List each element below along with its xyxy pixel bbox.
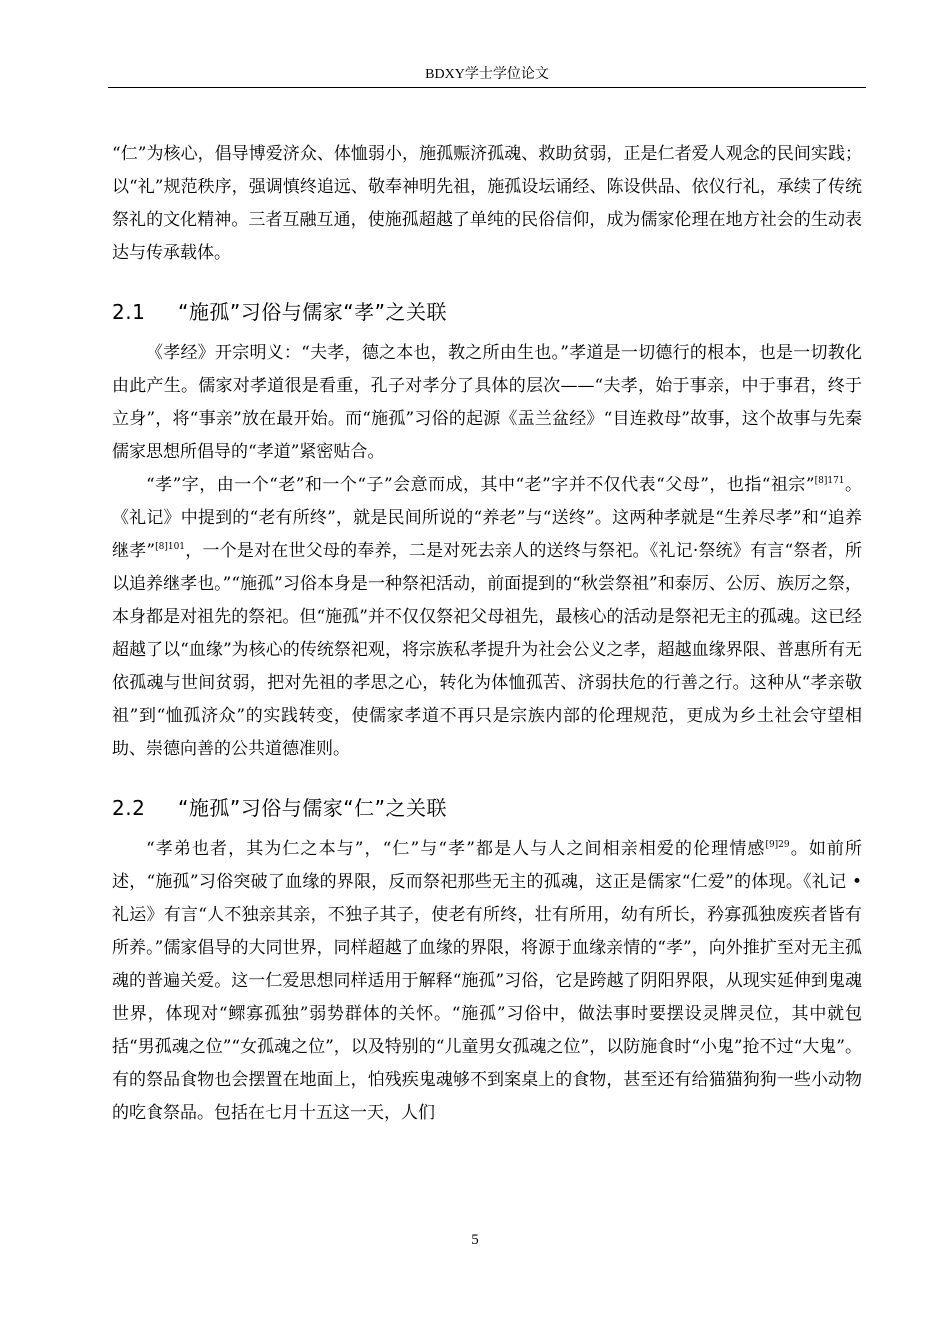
text-run: ，一个是对在世父母的奉养，二是对死去亲人的送终与祭祀。《礼记·祭统》有言“祭者，所以追养继孝也。”“施孤”习俗本身是一种祭祀活动，前面提到的“秋尝祭祖”和泰厉、公厉、族厉之祭，本身都是对祖先的祭祀。但“施孤”并不仅仅祭祀父母祖先，最核心的活动是祭祀无主的孤魂。这已经超越了以“血缘”为核心的传统祭祀观，将宗族私孝提升为社会公义之孝，超越血缘界限、普惠所有无依孤魂与世间贫弱，把对先祖的孝思之心，转化为体恤孤苦、济弱扶危的行善之行。这种从“孝亲敬祖”到“恤孤济众”的实践转变，使儒家孝道不再只是宗族内部的伦理规范，更成为乡土社会守望相助、崇德向善的公共道德准则。 <box>112 541 862 759</box>
section-title: “施孤”习俗与儒家“仁”之关联 <box>178 796 447 820</box>
text-run: 。《礼记》中提到的“老有所终”，就是民间所说的“养老”与“送终”。这两种孝就是“生养尽孝”和“追养继孝” <box>112 475 863 561</box>
section-title: “施孤”习俗与儒家“孝”之关联 <box>178 300 447 324</box>
text-run: “孝”字，由一个“老”和一个“子”会意而成，其中“老”字并不仅代表“父母”，也指“祖宗” <box>146 475 815 495</box>
paragraph: 《孝经》开宗明义：“夫孝，德之本也，教之所由生也。”孝道是一切德行的根本，也是一切教化由此产生。儒家对孝道很是看重，孔子对孝分了具体的层次——“夫孝，始于事亲，中于事君，终于立身”，将“事亲”放在最开始。而“施孤”习俗的起源《盂兰盆经》“目连救母”故事，这个故事与先秦儒家思想所倡导的“孝道”紧密贴合。 <box>112 343 862 462</box>
paragraph <box>112 469 862 766</box>
page-number: 5 <box>471 1232 479 1248</box>
header-rule <box>108 87 866 88</box>
citation: [8]101 <box>155 542 186 552</box>
running-header: BDXY学士学位论文 <box>425 67 549 82</box>
section-2-2-heading <box>112 791 862 825</box>
text-run: “孝弟也者，其为仁之本与”，“仁”与“孝”都是人与人之间相亲相爱的伦理情感 <box>146 839 766 859</box>
intro-paragraph: “仁”为核心，倡导博爱济众、体恤弱小，施孤赈济孤魂、救助贫弱，正是仁者爱人观念的民间实践；以“礼”规范秩序，强调慎终追远、敬奉神明先祖，施孤设坛诵经、陈设供品、依仪行礼，承续了传统祭礼的文化精神。三者互融互通，使施孤超越了单纯的民俗信仰，成为儒家伦理在地方社会的生动表达与传承载体。 <box>112 144 862 263</box>
body-text <box>112 138 862 1130</box>
paragraph <box>112 833 862 1130</box>
text-run: 。如前所述，“施孤”习俗突破了血缘的界限，反而祭祀那些无主的孤魂，这正是儒家“仁爱”的体现。《礼记 • 礼运》有言“人不独亲其亲，不独子其子，使老有所终，壮有所用，幼有所长，矜寡孤独废疾者皆有所养。”儒家倡导的大同世界，同样超越了血缘的界限，将源于血缘亲情的“孝”，向外推扩至对无主孤魂的普遍关爱。这一仁爱思想同样适用于解释“施孤”习俗，它是跨越了阴阳界限，从现实延伸到鬼魂世界，体现对“鳏寡孤独”弱势群体的关怀。“施孤”习俗中，做法事时要摆设灵牌灵位，其中就包括“男孤魂之位”“女孤魂之位”，以及特别的“儿童男女孤魂之位”，以防施食时“小鬼”抢不过“大鬼”。有的祭品食物也会摆置在地面上，怕残疾鬼魂够不到案桌上的食物，甚至还有给猫猫狗狗一些小动物的吃食祭品。包括在七月十五这一天，人们 <box>112 839 862 1123</box>
citation: [9]29 <box>765 840 790 850</box>
citation: [8]171 <box>814 476 845 486</box>
section-2-1-heading <box>112 295 862 329</box>
section-number: 2.2 <box>112 796 146 820</box>
section-number: 2.1 <box>112 300 146 324</box>
